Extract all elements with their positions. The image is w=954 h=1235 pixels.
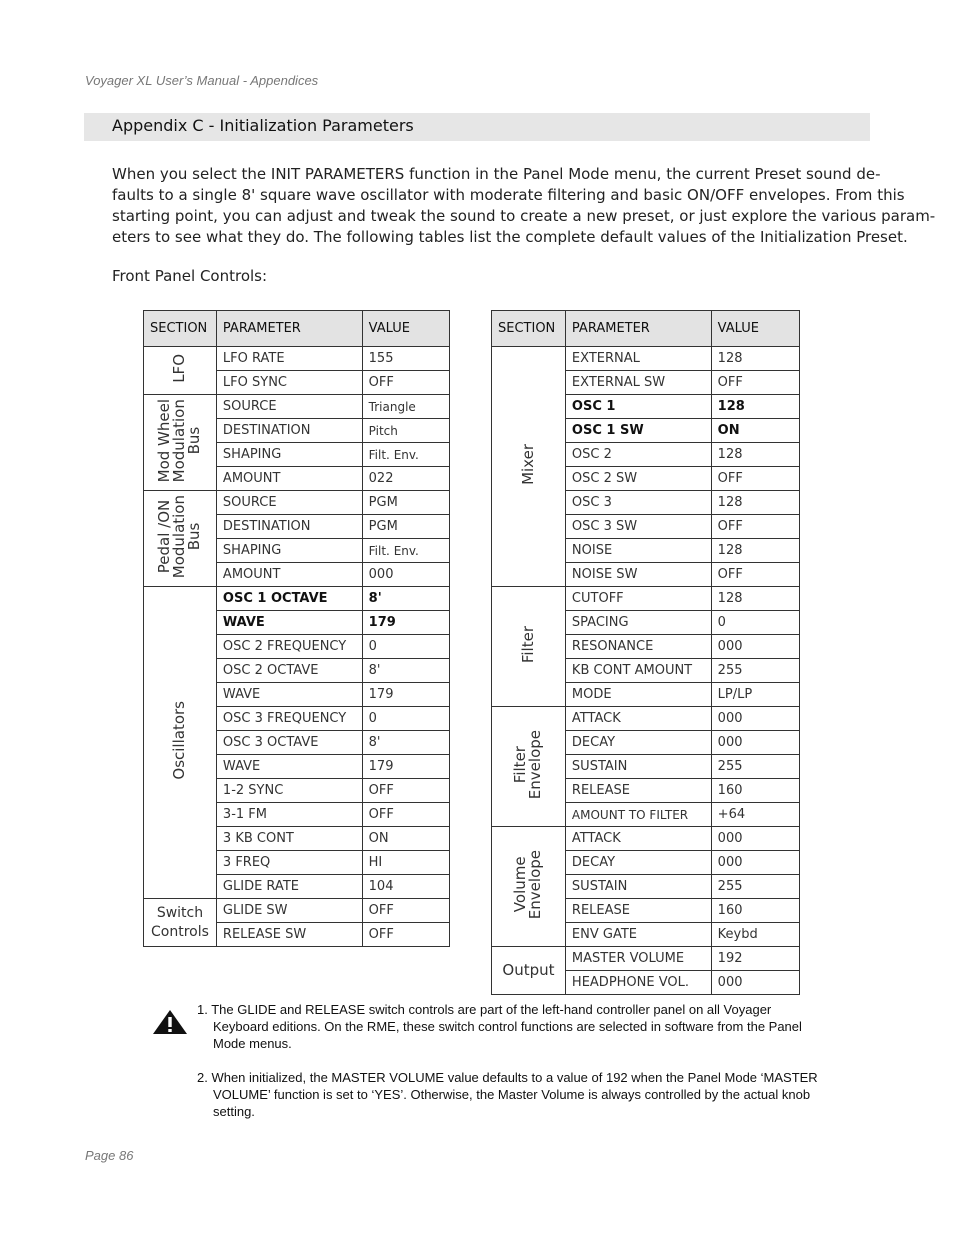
section-cell-filter [492, 587, 566, 707]
parameter-cell: WAVE [216, 755, 362, 779]
parameter-cell: SOURCE [216, 491, 362, 515]
parameter-cell: MODE [565, 683, 711, 707]
value-cell: 128 [711, 347, 799, 371]
intro-line: eters to see what they do. The following tables list the complete default values of the Initialization Preset. [112, 228, 908, 246]
section-cell-oscillators [144, 587, 217, 899]
right-parameter-table [491, 310, 800, 995]
value-cell: OFF [362, 899, 449, 923]
parameter-cell: HEADPHONE VOL. [565, 971, 711, 995]
intro-line: starting point, you can adjust and tweak the sound to create a new preset, or just explore the various param- [112, 207, 936, 225]
parameter-cell: OSC 3 SW [565, 515, 711, 539]
value-cell: 192 [711, 947, 799, 971]
section-cell-lfo [144, 347, 217, 395]
value-cell: Pitch [362, 419, 449, 443]
value-cell: 0 [711, 611, 799, 635]
parameter-cell: AMOUNT TO FILTER [565, 803, 711, 827]
value-cell: 179 [362, 683, 449, 707]
value-cell: 022 [362, 467, 449, 491]
parameter-cell: EXTERNAL [565, 347, 711, 371]
value-cell: 8' [362, 587, 449, 611]
parameter-header: PARAMETER [565, 311, 711, 347]
section-label [144, 904, 216, 942]
section-label-line: Bus [185, 522, 204, 551]
warning-icon [152, 1009, 188, 1035]
parameter-cell: AMOUNT [216, 467, 362, 491]
value-cell: 8' [362, 731, 449, 755]
parameter-cell: OSC 3 OCTAVE [216, 731, 362, 755]
parameter-cell: DECAY [565, 851, 711, 875]
parameter-cell: OSC 2 SW [565, 467, 711, 491]
appendix-title: Appendix C - Initialization Parameters [112, 116, 414, 135]
table-row [492, 827, 800, 851]
parameter-cell: OSC 2 [565, 443, 711, 467]
value-cell: 000 [711, 827, 799, 851]
parameter-cell: SHAPING [216, 539, 362, 563]
parameter-cell: WAVE [216, 683, 362, 707]
value-header: VALUE [362, 311, 449, 347]
parameter-cell: WAVE [216, 611, 362, 635]
appendix-title-bar [84, 113, 870, 141]
section-cell-mod-wheel [144, 395, 217, 491]
section-cell-switch-controls [144, 899, 217, 947]
section-label-line: Modulation [170, 398, 189, 483]
value-cell: 000 [711, 635, 799, 659]
value-cell: Keybd [711, 923, 799, 947]
value-cell: 0 [362, 707, 449, 731]
value-cell: 104 [362, 875, 449, 899]
table-row [144, 899, 450, 923]
parameter-cell: DESTINATION [216, 419, 362, 443]
table-header-row [144, 311, 450, 347]
parameter-cell: OSC 2 FREQUENCY [216, 635, 362, 659]
section-label: Mixer [518, 444, 537, 485]
parameter-cell: OSC 1 OCTAVE [216, 587, 362, 611]
section-label: Filter [518, 625, 537, 664]
value-cell: PGM [362, 515, 449, 539]
table-header-row [492, 311, 800, 347]
value-cell: 000 [711, 707, 799, 731]
parameter-cell: LFO SYNC [216, 371, 362, 395]
running-header: Voyager XL User’s Manual - Appendices [85, 73, 319, 88]
parameter-cell: ENV GATE [565, 923, 711, 947]
front-panel-heading: Front Panel Controls: [112, 267, 268, 285]
table-row [492, 707, 800, 731]
table-row [492, 587, 800, 611]
parameter-cell: RESONANCE [565, 635, 711, 659]
value-cell: ON [362, 827, 449, 851]
table-row [144, 347, 450, 371]
value-cell: 128 [711, 539, 799, 563]
parameter-cell: DECAY [565, 731, 711, 755]
section-label-line: Controls [151, 923, 209, 940]
value-cell: OFF [362, 803, 449, 827]
section-label-line: Filter [511, 745, 530, 784]
parameter-cell: SOURCE [216, 395, 362, 419]
value-cell: 0 [362, 635, 449, 659]
value-cell: ON [711, 419, 799, 443]
value-cell: HI [362, 851, 449, 875]
intro-line: faults to a single 8' square wave oscillator with moderate filtering and basic ON/OFF envelopes. From this [112, 186, 905, 204]
section-cell-volume-envelope [492, 827, 566, 947]
parameter-cell: OSC 1 SW [565, 419, 711, 443]
parameter-cell: 3 KB CONT [216, 827, 362, 851]
section-label-line: Volume [511, 856, 530, 913]
section-cell-output [492, 947, 566, 995]
value-cell: 255 [711, 755, 799, 779]
parameter-cell: 3-1 FM [216, 803, 362, 827]
section-label [513, 730, 543, 799]
table-row [492, 947, 800, 971]
value-cell: OFF [711, 371, 799, 395]
parameter-cell: SHAPING [216, 443, 362, 467]
parameter-cell: CUTOFF [565, 587, 711, 611]
section-label-line: Modulation [170, 494, 189, 579]
parameter-cell: NOISE SW [565, 563, 711, 587]
value-cell: 255 [711, 659, 799, 683]
value-cell: +64 [711, 803, 799, 827]
parameter-cell: OSC 3 FREQUENCY [216, 707, 362, 731]
parameter-cell: OSC 1 [565, 395, 711, 419]
table-row [144, 395, 450, 419]
parameter-cell: DESTINATION [216, 515, 362, 539]
parameter-cell: SUSTAIN [565, 755, 711, 779]
parameter-cell: ATTACK [565, 707, 711, 731]
section-label-line: Switch [156, 904, 204, 921]
section-cell-pedal [144, 491, 217, 587]
section-header: SECTION [144, 311, 217, 347]
value-cell: Filt. Env. [362, 443, 449, 467]
value-cell: 179 [362, 611, 449, 635]
value-cell: OFF [711, 563, 799, 587]
value-cell: 000 [711, 851, 799, 875]
table-row [144, 491, 450, 515]
value-header: VALUE [711, 311, 799, 347]
value-cell: Filt. Env. [362, 539, 449, 563]
page-number: Page 86 [85, 1148, 134, 1163]
table-row [492, 347, 800, 371]
section-label-line: Bus [185, 426, 204, 455]
value-cell: 155 [362, 347, 449, 371]
section-label [157, 399, 202, 482]
section-label: Output [502, 961, 555, 979]
parameter-cell: RELEASE SW [216, 923, 362, 947]
section-cell-filter-envelope [492, 707, 566, 827]
section-label [513, 850, 543, 919]
section-cell-mixer [492, 347, 566, 587]
value-cell: LP/LP [711, 683, 799, 707]
parameter-cell: EXTERNAL SW [565, 371, 711, 395]
note-item: 1. The GLIDE and RELEASE switch controls are part of the left-hand controller panel on all Voyager Keyboard editions. On the RME, these switch control functions are selected in software from the Panel Mode menus. [197, 1002, 802, 1051]
parameter-cell: SUSTAIN [565, 875, 711, 899]
parameter-header: PARAMETER [216, 311, 362, 347]
parameter-cell: AMOUNT [216, 563, 362, 587]
value-cell: 128 [711, 443, 799, 467]
value-cell: 179 [362, 755, 449, 779]
parameter-cell: 1-2 SYNC [216, 779, 362, 803]
value-cell: OFF [362, 923, 449, 947]
value-cell: 000 [711, 731, 799, 755]
note-item: 2. When initialized, the MASTER VOLUME value defaults to a value of 192 when the Panel Mode ‘MASTER VOLUME’ function is set to ‘YES’. Otherwise, the Master Volume is always controlled by the actual knob setting. [197, 1070, 818, 1119]
parameter-cell: OSC 2 OCTAVE [216, 659, 362, 683]
parameter-cell: OSC 3 [565, 491, 711, 515]
parameter-cell: RELEASE [565, 779, 711, 803]
section-label-line: Envelope [526, 729, 545, 800]
parameter-cell: SPACING [565, 611, 711, 635]
value-cell: OFF [711, 467, 799, 491]
value-cell: Triangle [362, 395, 449, 419]
section-label-line: Mod Wheel [155, 398, 174, 483]
value-cell: PGM [362, 491, 449, 515]
parameter-cell: MASTER VOLUME [565, 947, 711, 971]
value-cell: 8' [362, 659, 449, 683]
parameter-cell: KB CONT AMOUNT [565, 659, 711, 683]
parameter-cell: LFO RATE [216, 347, 362, 371]
intro-line: When you select the INIT PARAMETERS function in the Panel Mode menu, the current Preset sound de- [112, 165, 881, 183]
value-cell: 128 [711, 395, 799, 419]
intro-paragraph [112, 164, 936, 248]
value-cell: 000 [362, 563, 449, 587]
value-cell: 255 [711, 875, 799, 899]
section-label: LFO [170, 354, 189, 383]
value-cell: OFF [711, 515, 799, 539]
value-cell: 128 [711, 587, 799, 611]
section-label [157, 495, 202, 578]
parameter-cell: GLIDE RATE [216, 875, 362, 899]
parameter-cell: 3 FREQ [216, 851, 362, 875]
parameter-cell: RELEASE [565, 899, 711, 923]
section-label-line: Pedal /ON [155, 499, 174, 574]
notes-list [197, 1001, 827, 1137]
value-cell: 000 [711, 971, 799, 995]
value-cell: 160 [711, 779, 799, 803]
left-parameter-table [143, 310, 450, 947]
value-cell: 128 [711, 491, 799, 515]
parameter-cell: NOISE [565, 539, 711, 563]
value-cell: OFF [362, 371, 449, 395]
value-cell: 160 [711, 899, 799, 923]
table-row [144, 587, 450, 611]
section-header: SECTION [492, 311, 566, 347]
parameter-cell: GLIDE SW [216, 899, 362, 923]
parameter-cell: ATTACK [565, 827, 711, 851]
section-label-line: Envelope [526, 849, 545, 920]
section-label: Oscillators [170, 701, 189, 780]
value-cell: OFF [362, 779, 449, 803]
